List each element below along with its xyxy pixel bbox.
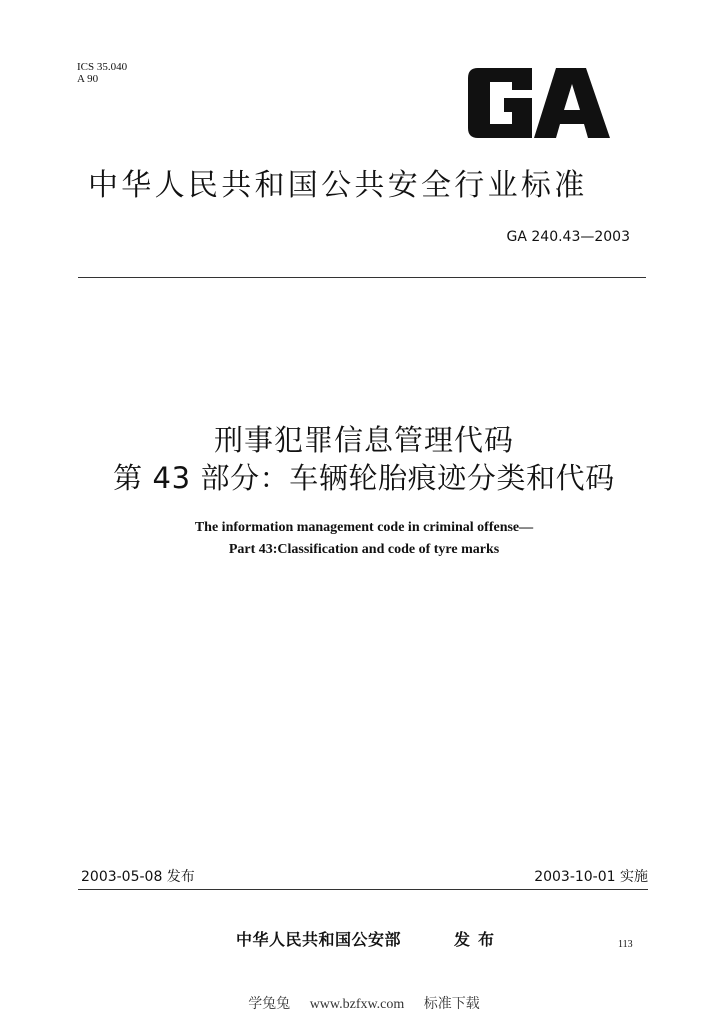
watermark [0,993,728,1013]
ics-code: ICS 35.040 [77,61,128,73]
document-title-chinese-line1: 刑事犯罪信息管理代码 [213,423,514,457]
document-title-english-line1: The information management code in criminal offense— [194,520,534,535]
implementation-date: 2003-10-01 实施 [534,869,648,885]
watermark-url[interactable]: www.bzfxw.com [309,997,405,1012]
bottom-divider [78,889,648,890]
issuing-authority: 中华人民共和国公安部 [236,930,402,949]
ga-logo-letter-g [468,68,532,138]
top-divider [78,277,646,278]
document-title-chinese-line2: 第 43 部分：车辆轮胎痕迹分类和代码 [113,461,615,495]
ics-classification [77,61,127,85]
ga-logo-letter-a [534,68,610,138]
page-number: 113 [618,939,633,950]
standard-type-title: 中华人民共和国公共安全行业标准 [88,168,588,203]
document-title-english-line2: Part 43:Classification and code of tyre marks [228,542,500,557]
watermark-site-name: 学兔兔 [248,997,291,1012]
ga-logo [468,68,610,138]
standard-number: GA 240.43—2003 [506,229,630,245]
watermark-tagline: 标准下载 [423,997,480,1012]
issue-label: 发布 [454,930,503,949]
classification-code: A 90 [77,73,99,85]
issue-date: 2003-05-08 发布 [81,869,195,885]
